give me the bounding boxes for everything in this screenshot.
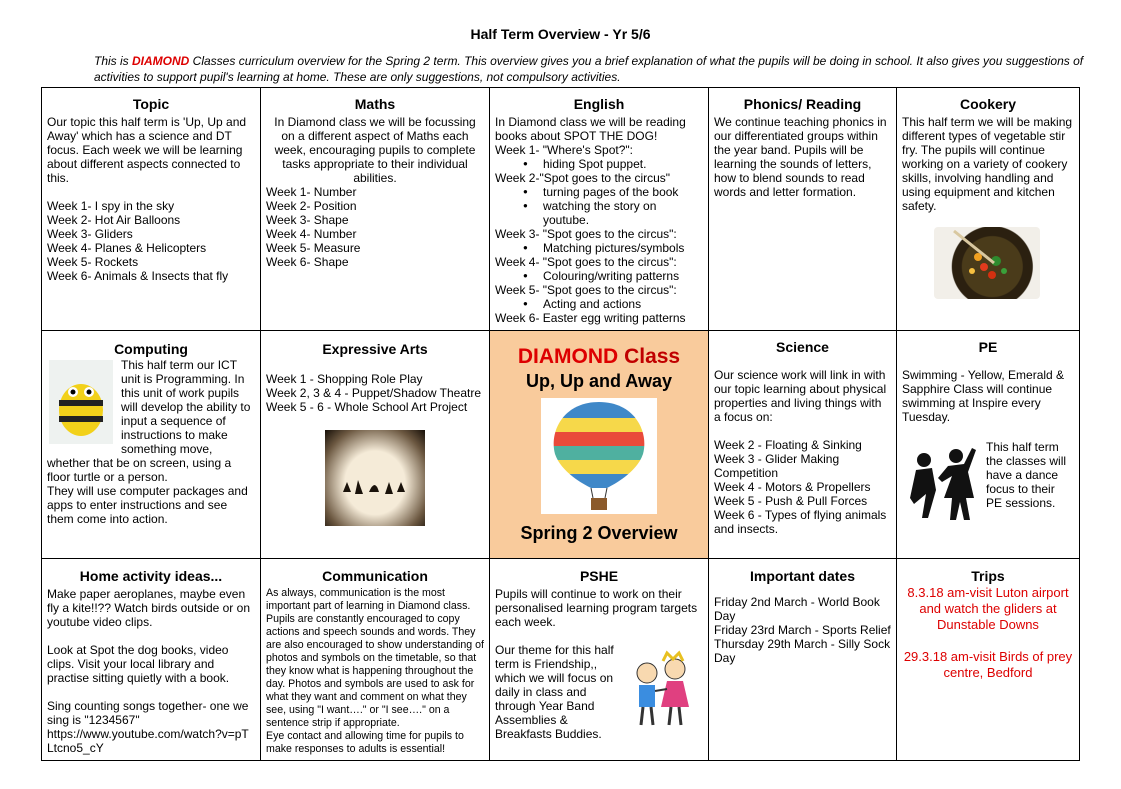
science-text: Our science work will link in with our topic learning about physical properties and living things with a focus on:	[714, 368, 887, 424]
english-bullet: ● Matching pictures/symbols	[523, 241, 703, 255]
trip-1: 8.3.18 am-visit Luton airport and watch the gliders at Dunstable Downs	[907, 585, 1069, 632]
trips-heading: Trips	[971, 568, 1005, 584]
diamond-subtitle: Up, Up and Away	[525, 371, 673, 391]
intro-class-name: DIAMOND	[132, 54, 190, 68]
pe-cell	[897, 331, 1080, 559]
date-item: Friday 23rd March - Sports Relief	[714, 623, 891, 637]
english-cell	[490, 88, 709, 331]
computing-cell	[42, 331, 261, 559]
diamond-name: DIAMOND	[517, 345, 619, 368]
pe-text-2: This half term the classes will have a dance focus to their PE sessions.	[986, 440, 1067, 510]
computing-heading: Computing	[114, 341, 188, 357]
overview-grid	[41, 87, 1080, 761]
pshe-text-2: Our theme for this half term is Friendship,, which we will focus on daily in class and through Year Band Assemblies & Breakfasts Buddies.	[495, 643, 614, 741]
page-title: Half Term Overview - Yr 5/6	[470, 26, 651, 42]
english-bullet: ● Colouring/writing patterns	[523, 269, 703, 283]
communication-text-2: Eye contact and allowing time for pupils to make responses to adults is essential!	[266, 730, 464, 755]
trip-2: 29.3.18 am-visit Birds of prey centre, Bedford	[903, 649, 1073, 680]
pshe-text-1: Pupils will continue to work on their personalised learning program targets each week.	[495, 587, 698, 629]
home-text-1: Make paper aeroplanes, maybe even fly a kite!!?? Watch birds outside or on youtube video clips.	[47, 587, 250, 629]
cookery-text: This half term we will be making different types of vegetable stir fry. The pupils will continue working on a variety of cookery skills, involving handling and using equipment and kitchen safety.	[902, 115, 1073, 213]
intro-after: Classes curriculum overview for the Spring 2 term. This overview gives you a brief explanation of what the pupils will be doing in school. It also gives you suggestions of activities to support pupil's learning at home. These are only suggestions, not compulsory activities.	[94, 54, 1084, 84]
english-bullet: ● Acting and actions	[523, 297, 703, 311]
shadow-theatre-image	[325, 430, 425, 526]
friends-image	[623, 649, 699, 729]
science-week: Week 2 - Floating & Sinking	[714, 438, 862, 452]
dates-cell	[709, 559, 897, 761]
cookery-heading: Cookery	[959, 96, 1017, 112]
pe-heading: PE	[978, 339, 998, 355]
topic-week: Week 1- I spy in the sky	[47, 199, 175, 213]
communication-cell	[261, 559, 490, 761]
maths-week: Week 5- Measure	[266, 241, 361, 255]
intro-before: This is	[94, 54, 133, 68]
topic-text: Our topic this half term is 'Up, Up and Away' which has a science and DT focus. Each week we will be learning about different aspects connected to this.	[47, 115, 247, 185]
topic-week: Week 4- Planes & Helicopters	[47, 241, 207, 255]
maths-week: Week 4- Number	[266, 227, 357, 241]
stir-fry-image	[934, 227, 1040, 299]
diamond-class-word: Class	[624, 345, 681, 368]
phonics-heading: Phonics/ Reading	[743, 96, 862, 112]
english-week-2: Week 2-"Spot goes to the circus"	[495, 171, 671, 185]
communication-heading: Communication	[322, 568, 428, 584]
bee-bot-icon	[49, 360, 113, 444]
home-text-3: Sing counting songs together- one we sing is "1234567"	[47, 699, 249, 727]
dancers-icon	[902, 442, 978, 522]
arts-cell	[261, 331, 490, 559]
friends-icon	[623, 649, 699, 729]
diamond-footer: Spring 2 Overview	[520, 523, 678, 543]
hot-air-balloon-icon	[541, 398, 657, 514]
trips-cell	[897, 559, 1080, 761]
arts-week: Week 5 - 6 - Whole School Art Project	[266, 400, 468, 414]
arts-week: Week 2, 3 & 4 - Puppet/Shadow Theatre	[266, 386, 482, 400]
balloon-image	[541, 398, 657, 514]
topic-heading: Topic	[132, 96, 170, 112]
english-week-3: Week 3- "Spot goes to the circus":	[495, 227, 677, 241]
topic-cell	[42, 88, 261, 331]
home-link[interactable]: https://www.youtube.com/watch?v=pTLtcno5_cY	[47, 727, 249, 755]
communication-text: As always, communication is the most important part of learning in Diamond class. Pupils are constantly encouraged to copy actions and speech sounds and words. They are also encouraged to show understanding of photos and symbols on the timetable, so that they know what is happening throughout the day. Photos and symbols are used to ask for what they want and comment on what they see, using "I want…." or "I see…." on a sentence strip if appropriate.	[266, 587, 484, 729]
diamond-class-cell	[490, 331, 709, 559]
english-week-1: Week 1- "Where's Spot?":	[495, 143, 633, 157]
dancers-image	[902, 442, 978, 522]
english-bullet: ● watching the story on youtube.	[523, 199, 703, 227]
maths-text: In Diamond class we will be focussing on a different aspect of Maths each week, encouraging pupils to complete tasks appropriate to their individual abilities.	[274, 115, 476, 185]
home-text-2: Look at Spot the dog books, video clips. Visit your local library and practise sitting quietly with a book.	[47, 643, 230, 685]
science-heading: Science	[776, 339, 829, 355]
maths-cell	[261, 88, 490, 331]
pshe-heading: PSHE	[579, 568, 619, 584]
science-week: Week 4 - Motors & Propellers	[714, 480, 871, 494]
english-week-5: Week 5- "Spot goes to the circus":	[495, 283, 677, 297]
bee-bot-image	[49, 360, 113, 444]
maths-week: Week 2- Position	[266, 199, 357, 213]
topic-week: Week 2- Hot Air Balloons	[47, 213, 181, 227]
english-intro: In Diamond class we will be reading books about SPOT THE DOG!	[495, 115, 686, 143]
stir-fry-icon	[934, 227, 1040, 299]
phonics-cell	[709, 88, 897, 331]
topic-week: Week 3- Gliders	[47, 227, 133, 241]
phonics-text: We continue teaching phonics in our differentiated groups within the year band. Pupils will be learning the sounds of letters, how to blend sounds to read words and letter formation.	[714, 115, 887, 199]
maths-week: Week 1- Number	[266, 185, 357, 199]
home-cell	[42, 559, 261, 761]
english-bullet: ● hiding Spot puppet.	[523, 157, 703, 171]
maths-week: Week 3- Shape	[266, 213, 349, 227]
maths-heading: Maths	[354, 96, 396, 112]
arts-week: Week 1 - Shopping Role Play	[266, 372, 423, 386]
dates-heading: Important dates	[749, 568, 855, 584]
arts-heading: Expressive Arts	[322, 341, 428, 357]
diamond-title	[495, 344, 703, 370]
topic-week: Week 5- Rockets	[47, 255, 139, 269]
science-cell	[709, 331, 897, 559]
english-week-6: Week 6- Easter egg writing patterns	[495, 311, 686, 325]
home-heading: Home activity ideas...	[79, 568, 223, 584]
english-heading: English	[573, 96, 625, 112]
topic-week: Week 6- Animals & Insects that fly	[47, 269, 229, 283]
science-week: Week 3 - Glider Making Competition	[714, 452, 840, 480]
maths-week: Week 6- Shape	[266, 255, 349, 269]
science-week: Week 6 - Types of flying animals and insects.	[714, 508, 887, 536]
computing-text-2: They will use computer packages and apps to enter instructions and see them come into action.	[47, 484, 248, 526]
english-week-4: Week 4- "Spot goes to the circus":	[495, 255, 677, 269]
cookery-cell	[897, 88, 1080, 331]
computing-text-1: This half term our ICT unit is Programming. In this unit of work pupils will develop the ability to input a sequence of instructions to make something move, whether that be on screen, using a floor turtle or a person.	[47, 358, 251, 484]
intro-paragraph	[94, 53, 1084, 85]
date-item: Friday 2nd March - World Book Day	[714, 595, 880, 623]
pshe-cell	[490, 559, 709, 761]
pe-text-1: Swimming - Yellow, Emerald & Sapphire Class will continue swimming at Inspire every Tuesday.	[902, 368, 1065, 424]
shadow-puppets-icon	[325, 430, 425, 526]
date-item: Thursday 29th March - Silly Sock Day	[714, 637, 891, 665]
science-week: Week 5 - Push & Pull Forces	[714, 494, 868, 508]
english-bullet: ● turning pages of the book	[523, 185, 703, 199]
